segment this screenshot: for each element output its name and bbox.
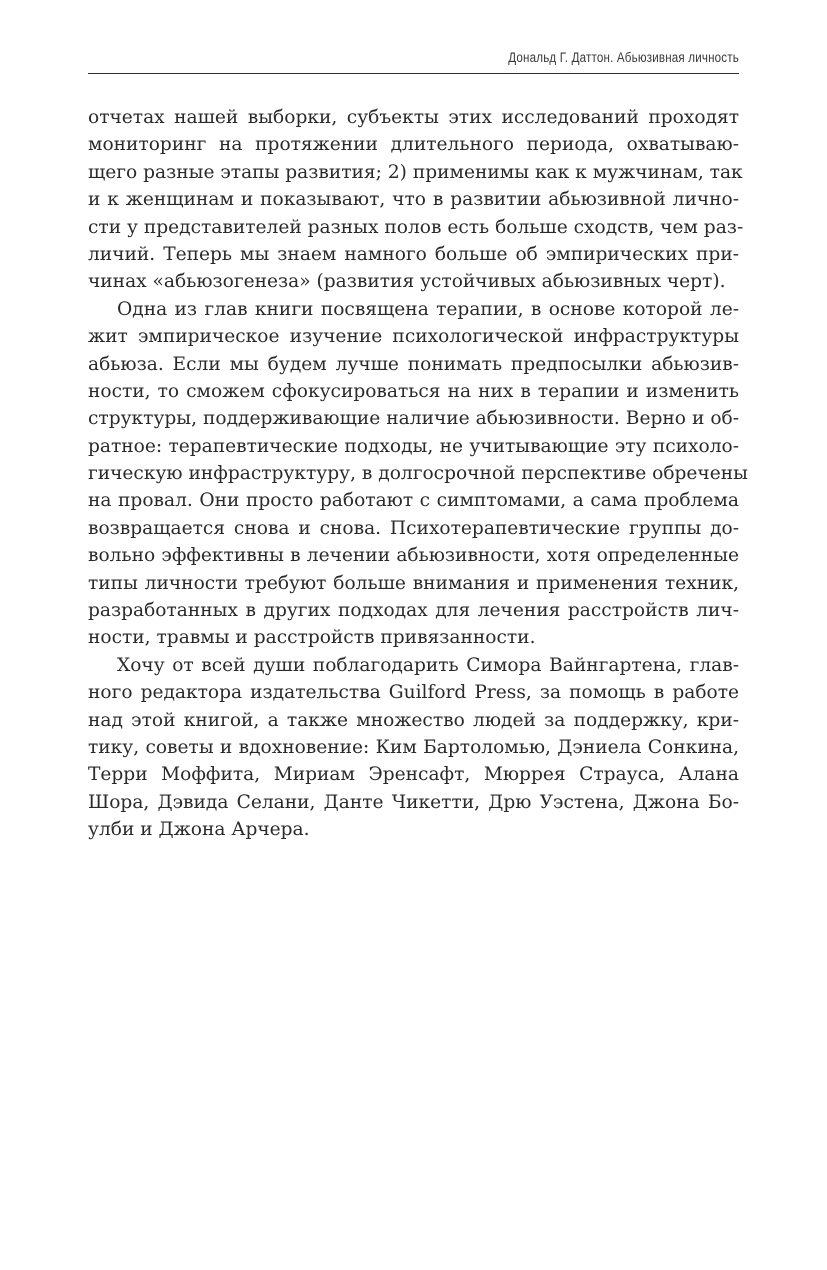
text-line: Одна из глав книги посвящена терапии, в основе которой ле-: [117, 298, 739, 320]
text-line: гическую инфраструктуру, в долгосрочной перспективе обречены: [88, 463, 748, 485]
text-line: вольно эффективны в лечении абьюзивности, хотя определенные: [88, 545, 739, 567]
body-text: [88, 104, 748, 844]
text-line: Шора, Дэвида Селани, Данте Чикетти, Дрю Уэстена, Джона Бо-: [88, 791, 739, 813]
text-line: мониторинг на протяжении длительного периода, охватываю-: [88, 134, 739, 156]
paragraph-continuation: [88, 104, 744, 296]
text-line: ратное: терапевтические подходы, не учитывающие эту психоло-: [88, 435, 739, 457]
text-line: над этой книгой, а также множество людей за поддержку, кри-: [88, 709, 739, 731]
paragraph-acknowledgements: [88, 652, 739, 844]
text-line: ности, то сможем сфокусироваться на них в терапии и изменить: [88, 380, 739, 402]
text-line: Терри Моффита, Мириам Эренсафт, Мюррея Страуса, Алана: [88, 764, 739, 786]
text-line: тику, советы и вдохновение: Ким Бартоломью, Дэниела Сонкина,: [88, 736, 739, 758]
text-line: разработанных в других подходах для лечения расстройств лич-: [88, 600, 739, 622]
text-line: сти у представителей разных полов есть больше сходств, чем раз-: [88, 216, 744, 238]
text-line: отчетах нашей выборки, субъекты этих исследований проходят: [88, 107, 739, 128]
text-line: возвращается снова и снова. Психотерапевтические группы до-: [88, 517, 739, 539]
text-line: щего разные этапы развития; 2) применимы как к мужчинам, так: [88, 161, 743, 183]
text-line: ного редактора издательства Guilford Press, за помощь в работе: [88, 682, 739, 704]
text-line: структуры, поддерживающие наличие абьюзивности. Верно и об-: [88, 408, 739, 430]
header-rule: [88, 73, 739, 74]
text-line: личий. Теперь мы знаем намного больше об эмпирических при-: [88, 243, 739, 265]
paragraph-therapy: [88, 296, 748, 652]
text-line: Хочу от всей души поблагодарить Симора Вайнгартена, глав-: [117, 654, 739, 676]
text-line: чинах «абьюзогенеза» (развития устойчивых абьюзивных черт).: [88, 271, 726, 293]
text-line: ности, травмы и расстройств привязанности.: [88, 627, 536, 649]
text-line: жит эмпирическое изучение психологической инфраструктуры: [88, 326, 739, 348]
text-line: улби и Джона Арчера.: [88, 819, 310, 841]
running-head: Дональд Г. Даттон. Абьюзивная личность: [508, 50, 739, 65]
text-line: абьюза. Если мы будем лучше понимать предпосылки абьюзив-: [88, 353, 739, 375]
text-line: и к женщинам и показывают, что в развитии абьюзивной лично-: [88, 189, 739, 211]
text-line: типы личности требуют больше внимания и применения техник,: [88, 572, 739, 594]
text-line: на провал. Они просто работают с симптомами, а сама проблема: [88, 490, 739, 512]
